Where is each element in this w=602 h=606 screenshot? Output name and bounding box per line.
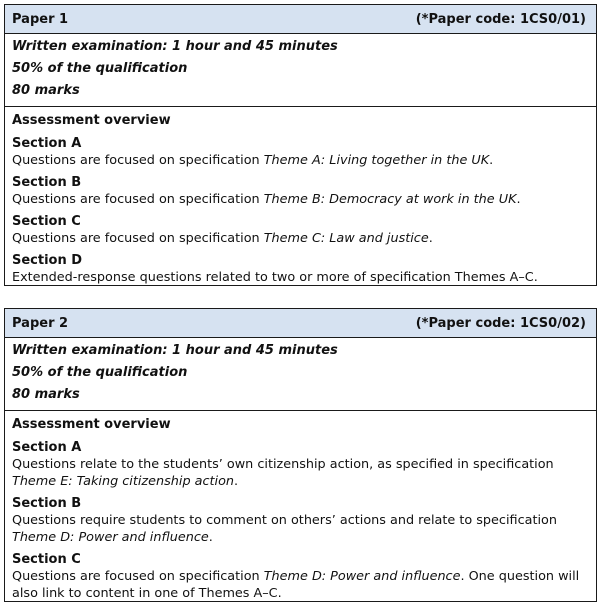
paper-title: Paper 2 (12, 315, 69, 331)
paper-code: (*Paper code: 1CS0/01) (415, 11, 586, 27)
section-heading: Section A (12, 440, 82, 455)
total-marks: 80 marks (12, 83, 80, 98)
exam-duration: Written examination: 1 hour and 45 minutes (12, 39, 338, 54)
qualification-weight: 50% of the qualification (12, 365, 188, 380)
paper-title: Paper 1 (12, 11, 69, 27)
section-heading: Section A (12, 136, 82, 151)
section-heading: Section B (12, 175, 82, 190)
section-description: Extended-response questions related to two or more of specification Themes A–C. (12, 270, 538, 285)
section-heading: Section D (12, 253, 83, 268)
assessment-overview (5, 411, 596, 602)
paper-meta (5, 34, 596, 107)
total-marks: 80 marks (12, 387, 80, 402)
paper-code: (*Paper code: 1CS0/02) (415, 315, 586, 331)
overview-title: Assessment overview (12, 417, 171, 432)
section-description: Questions are focused on specification Theme D: Power and influence. One question will also link to content in one of Themes A–C. (12, 569, 580, 601)
overview-title: Assessment overview (12, 113, 171, 128)
paper-2-box (4, 308, 597, 602)
paper-header (5, 5, 596, 34)
section-description: Questions require students to comment on others’ actions and relate to specification Theme D: Power and influence. (12, 513, 557, 545)
section-heading: Section C (12, 214, 81, 229)
section-heading: Section B (12, 496, 82, 511)
section-heading: Section C (12, 552, 81, 567)
section-description: Questions relate to the students’ own citizenship action, as specified in specification Theme E: Taking citizenship action. (12, 457, 554, 489)
paper-header (5, 309, 596, 338)
qualification-weight: 50% of the qualification (12, 61, 188, 76)
paper-meta (5, 338, 596, 411)
section-description: Questions are focused on specification Theme A: Living together in the UK. (12, 153, 494, 168)
section-description: Questions are focused on specification Theme C: Law and justice. (12, 231, 433, 246)
paper-1-box (4, 4, 597, 286)
exam-duration: Written examination: 1 hour and 45 minutes (12, 343, 338, 358)
assessment-overview (5, 107, 596, 286)
section-description: Questions are focused on specification Theme B: Democracy at work in the UK. (12, 192, 521, 207)
